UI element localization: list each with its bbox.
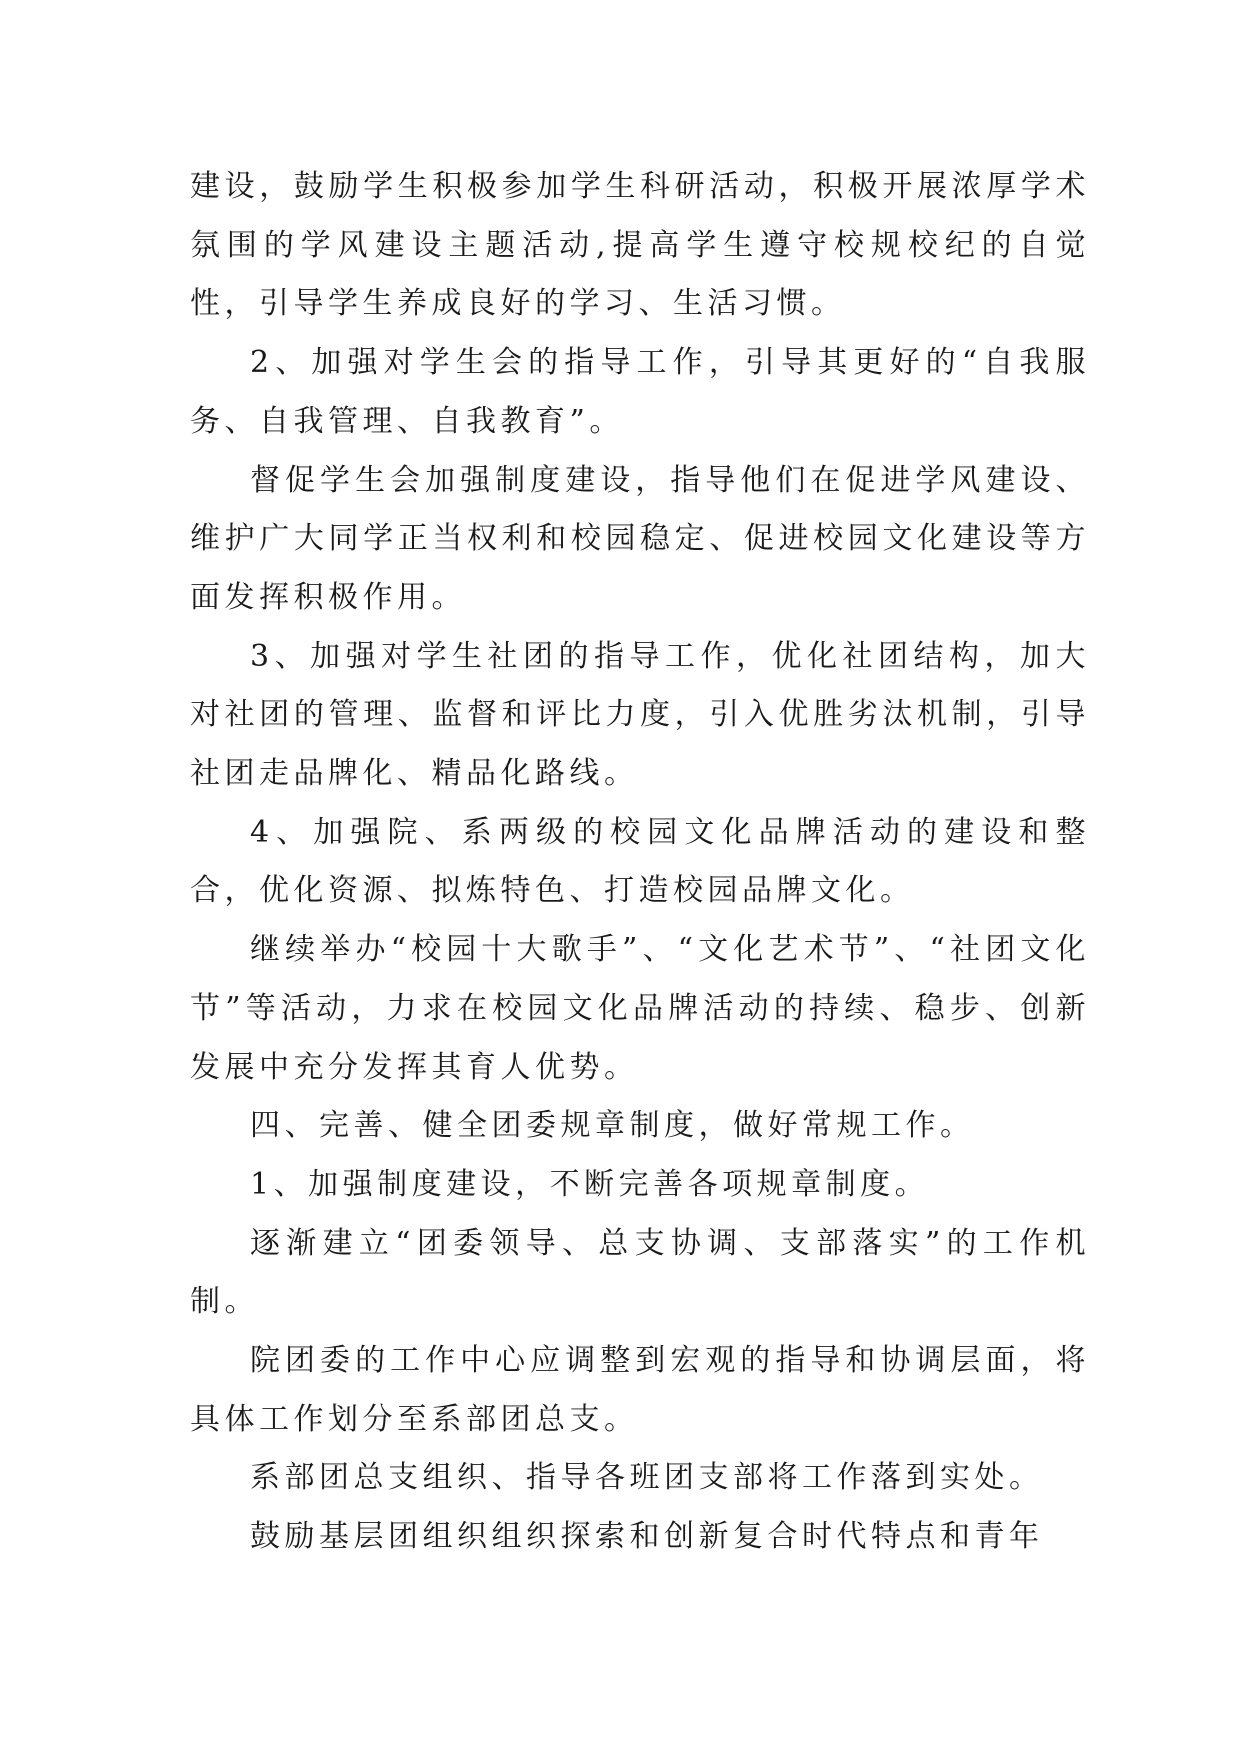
paragraph-9: 逐渐建立“团委领导、总支协调、支部落实”的工作机制。 (190, 1225, 1090, 1320)
section-heading-4: 四、完善、健全团委规章制度，做好常规工作。 (250, 1108, 975, 1144)
paragraph-10: 院团委的工作中心应调整到宏观的指导和协调层面，将具体工作划分至系部团总支。 (190, 1343, 1090, 1437)
paragraph-12: 鼓励基层团组织组织探索和创新复合时代特点和青年 (250, 1519, 1044, 1555)
document-body (190, 158, 1090, 1567)
paragraph-3: 督促学生会加强制度建设，指导他们在促进学风建设、维护广大同学正当权利和校园稳定、促进校园文化建设等方面发挥积极作用。 (190, 462, 1090, 615)
paragraph-1: 建设，鼓励学生积极参加学生科研活动，积极开展浓厚学术氛围的学风建设主题活动,提高学生遵守校规校纪的自觉性，引导学生养成良好的学习、生活习惯。 (190, 169, 1090, 322)
paragraph-8: 1、加强制度建设，不断完善各项规章制度。 (250, 1166, 930, 1202)
paragraph-11: 系部团总支组织、指导各班团支部将工作落到实处。 (250, 1460, 1044, 1496)
paragraph-6: 继续举办“校园十大歌手”、“文化艺术节”、“社团文化节”等活动，力求在校园文化品牌活动的持续、稳步、创新发展中充分发挥其育人优势。 (190, 932, 1090, 1085)
paragraph-2: 2、加强对学生会的指导工作，引导其更好的“自我服务、自我管理、自我教育”。 (190, 345, 1090, 439)
paragraph-4: 3、加强对学生社团的指导工作，优化社团结构，加大对社团的管理、监督和评比力度，引入优胜劣汰机制，引导社团走品牌化、精品化路线。 (190, 638, 1090, 792)
paragraph-5: 4、加强院、系两级的校园文化品牌活动的建设和整合，优化资源、拟炼特色、打造校园品牌文化。 (190, 814, 1090, 909)
